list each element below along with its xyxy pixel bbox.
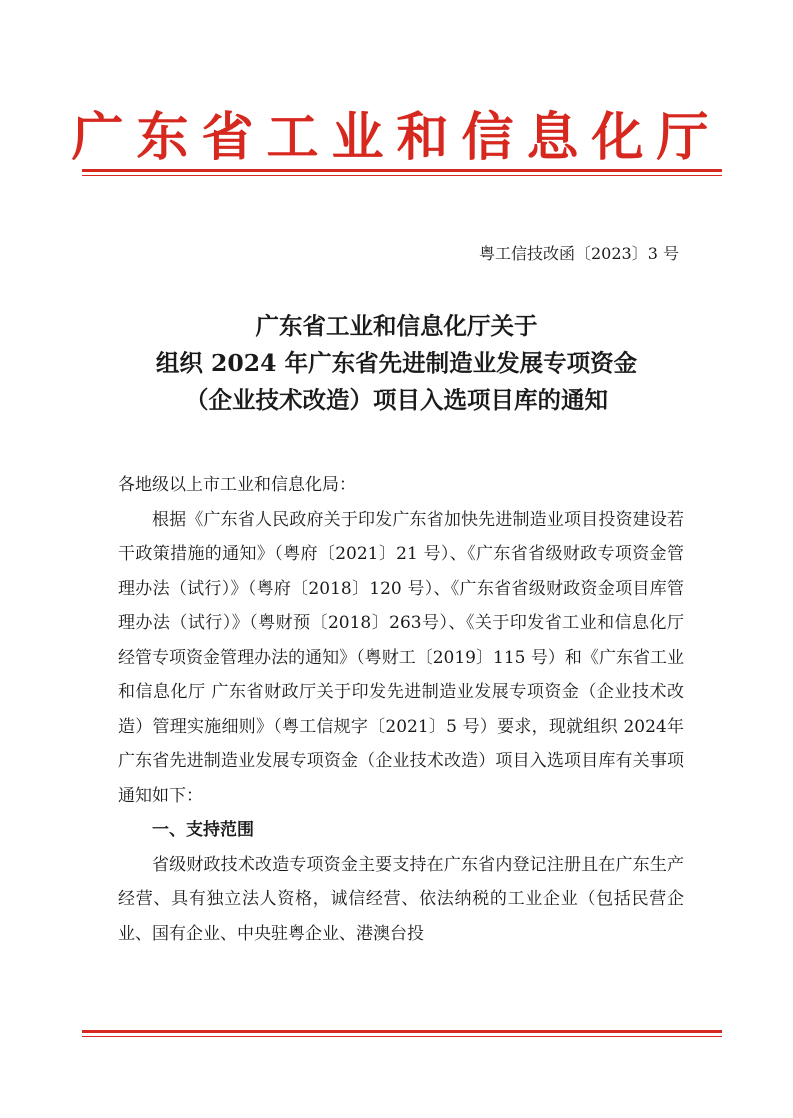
masthead-divider-thin-line — [82, 175, 722, 176]
footer-divider-thick-line — [82, 1030, 722, 1033]
document-number: 粤工信技改函〔2023〕3 号 — [479, 244, 679, 263]
title-line-3: （企业技术改造）项目入选项目库的通知 — [185, 386, 608, 414]
masthead-divider-thick-line — [82, 169, 722, 172]
salutation: 各地级以上市工业和信息化局： — [118, 475, 356, 495]
masthead-org-name: 广东省工业和信息化厅 — [71, 107, 722, 168]
footer-divider — [82, 1030, 722, 1037]
document-body — [118, 468, 684, 951]
masthead-divider — [82, 169, 722, 176]
section-1-heading: 一、支持范围 — [152, 820, 254, 840]
intro-paragraph: 根据《广东省人民政府关于印发广东省加快先进制造业项目投资建设若干政策措施的通知》（粤府〔2021〕21 号）、《广东省省级财政专项资金管理办法（试行）》（粤府〔2018〕120 号）、《广东省省级财政资金项目库管理办法（试行）》（粤财预〔2018〕263号）、《关于印发省工业和信息化厅经管专项资金管理办法的通知》（粤财工〔2019〕115 号）和《广东省工业和信息化厅 广东省财政厅关于印发先进制造业发展专项资金（企业技术改造）管理实施细则》（粤工信规字〔2021〕5 号）要求，现就组织 2024年广东省先进制造业发展专项资金（企业技术改造）项目入选项目库有关事项通知如下： — [118, 509, 684, 806]
title-line-2: 组织 2024 年广东省先进制造业发展专项资金 — [155, 349, 638, 377]
title-line-1: 广东省工业和信息化厅关于 — [255, 312, 538, 340]
document-title — [90, 308, 703, 419]
footer-divider-thin-line — [82, 1036, 722, 1037]
section-1-paragraph: 省级财政技术改造专项资金主要支持在广东省内登记注册且在广东生产经营、具有独立法人资格，诚信经营、依法纳税的工业企业（包括民营企业、国有企业、中央驻粤企业、港澳台投 — [118, 854, 684, 944]
